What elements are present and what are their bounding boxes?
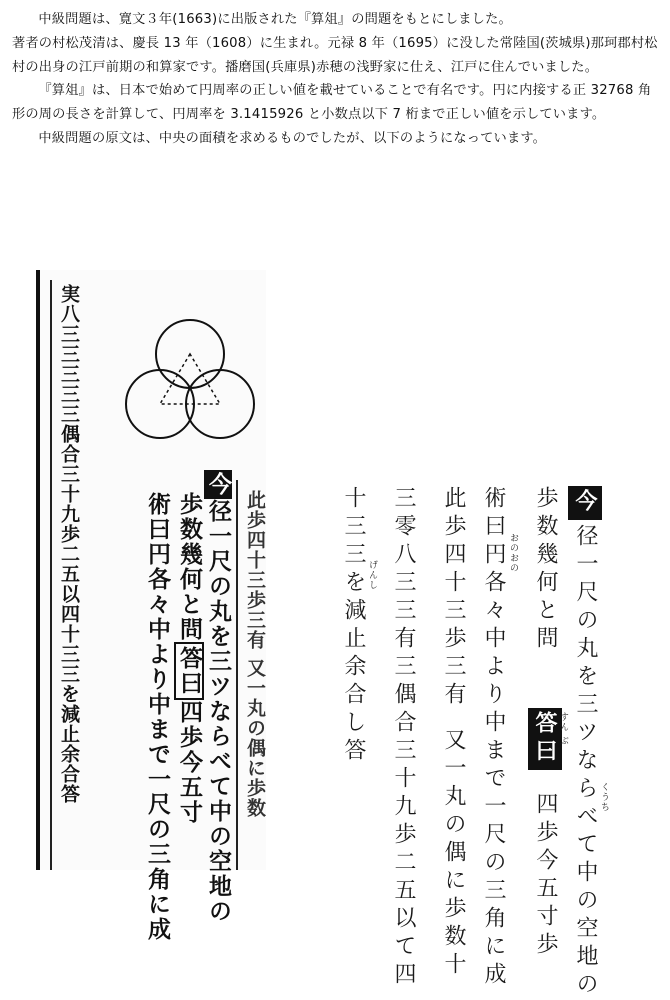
transcription-column-1 — [568, 484, 602, 1000]
inscribed-triangle — [160, 354, 220, 404]
intro-text — [12, 8, 658, 151]
three-circles-diagram — [120, 312, 260, 452]
scan-column-right: 此歩四十三歩三有 又一丸の偶に歩数 — [244, 490, 266, 818]
ruby-kuuchi: くうち — [599, 782, 609, 812]
scan-column-jutsu: 術曰円各々中より中まで一尺の三角に成 — [144, 492, 171, 942]
transcription-column-1-text: 径一尺の丸を三ツならべて中の空地の — [573, 524, 598, 1000]
transcription-column-2-text-b: 四歩今五寸歩 — [533, 792, 558, 960]
ruby-genshi: げんし — [367, 560, 377, 590]
question-badge: 今 — [568, 486, 602, 520]
transcription-column-4 — [438, 486, 468, 980]
scan-answer-badge: 答曰 — [174, 642, 204, 700]
transcription-column-2-text-a: 歩数幾何と問 — [533, 486, 558, 654]
intro-paragraph-4: 中級問題の原文は、中央の面積を求めるものでしたが、以下のようになっています。 — [38, 130, 547, 146]
circle-bottom-left — [126, 370, 194, 438]
transcription-column-4-text-a: 此歩四十三歩三有 — [441, 486, 466, 710]
ruby-sunbu: すん ぶ — [558, 712, 568, 746]
transcription-column-4-text-b: 又一丸の偶に歩数十 — [441, 728, 466, 980]
scan-column-answer — [174, 492, 204, 825]
circle-bottom-right — [186, 370, 254, 438]
scanned-original-page — [36, 270, 266, 942]
ruby-onoono: おのおの — [508, 533, 518, 573]
intro-paragraph-1: 中級問題は、寛文３年(1663)に出版された『算俎』の問題をもとにしました。 — [38, 12, 512, 27]
scan-answer-post: 四歩今五寸 — [176, 700, 203, 825]
column-divider-line — [236, 480, 238, 870]
transcription-column-5: 三零八三三有三偶合三十九歩二五以て四 — [391, 486, 416, 990]
scan-column-left: 実八三三三三三偶合三十九歩二五以四十三三を減止余合答 — [58, 284, 80, 804]
scan-column-question — [204, 470, 232, 924]
intro-paragraph-3: 『算俎』は、日本で始めて円周率の正しい値を載せていることで有名です。円に内接する正 32768 角形の周の長さを計算して、円周率を 3.1415926 と小数点以下 7 桁まで正しい値を示しています。 — [12, 83, 652, 123]
transcription-column-6: 十三三を減止余合し答 — [341, 486, 366, 766]
scan-question-text: 径一尺の丸を三ツならべて中の空地の — [205, 499, 232, 924]
scan-question-badge: 今 — [205, 472, 232, 497]
transcription-column-3: 術曰円各々中より中まで一尺の三角に成 — [481, 486, 506, 990]
page-border-line — [50, 280, 52, 870]
answer-badge: 答曰 — [528, 708, 562, 770]
intro-paragraph-2: 著者の村松茂清は、慶長 13 年（1608）に生まれ。元禄 8 年（1695）に没した常陸国(茨城県)那珂郡村松村の出身の江戸前期の和算家です。播磨国(兵庫県)赤穂の浅野家に仕え、江戸に住んでいました。 — [12, 35, 658, 75]
scan-answer-pre: 歩数幾何と問 — [176, 492, 203, 642]
